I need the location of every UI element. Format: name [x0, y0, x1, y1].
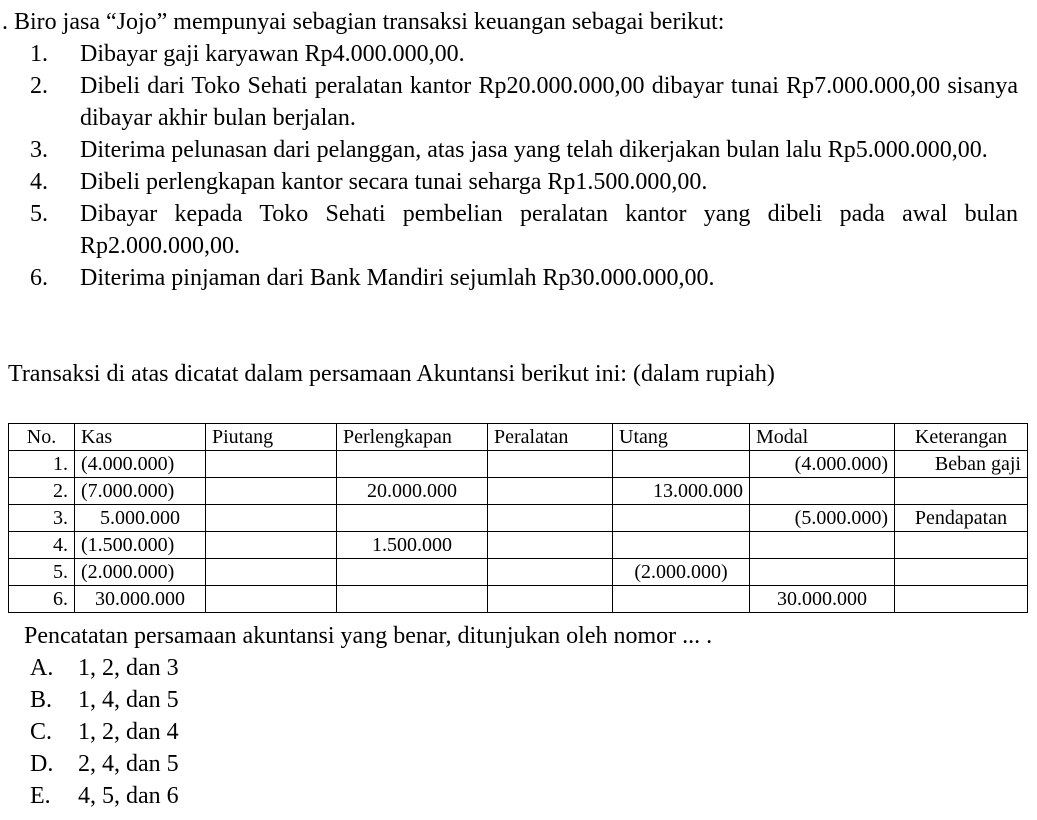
cell-perlengkapan — [337, 559, 488, 586]
cell-modal — [750, 532, 895, 559]
cell-no: 2. — [9, 478, 75, 505]
cell-modal: (4.000.000) — [750, 451, 895, 478]
option-text: 1, 2, dan 4 — [78, 719, 179, 745]
cell-peralatan — [488, 505, 613, 532]
cell-piutang — [206, 532, 337, 559]
cell-utang — [613, 586, 750, 613]
cell-keterangan — [895, 532, 1028, 559]
option-letter: E. — [30, 783, 51, 809]
transaction-number: 3. — [30, 137, 48, 163]
cell-piutang — [206, 586, 337, 613]
cell-peralatan — [488, 559, 613, 586]
table-row — [9, 451, 1028, 478]
cell-peralatan — [488, 586, 613, 613]
transaction-text: Diterima pinjaman dari Bank Mandiri sejumlah Rp30.000.000,00. — [80, 265, 715, 291]
column-header-kas: Kas — [75, 424, 206, 451]
cell-modal — [750, 478, 895, 505]
table-header-row — [9, 424, 1028, 451]
cell-kas: (7.000.000) — [75, 478, 206, 505]
cell-peralatan — [488, 532, 613, 559]
cell-no: 3. — [9, 505, 75, 532]
cell-perlengkapan: 20.000.000 — [337, 478, 488, 505]
transaction-text: Dibeli dari Toko Sehati peralatan kantor Rp20.000.000,00 dibayar tunai Rp7.000.000,00 sisanya dibayar akhir bulan berjalan. — [80, 73, 1018, 131]
cell-piutang — [206, 505, 337, 532]
cell-piutang — [206, 478, 337, 505]
transaction-item — [0, 198, 1037, 262]
column-header-no: No. — [9, 424, 75, 451]
cell-piutang — [206, 451, 337, 478]
cell-peralatan — [488, 478, 613, 505]
cell-kas: 5.000.000 — [75, 505, 206, 532]
transaction-item — [0, 38, 1037, 70]
cell-modal: 30.000.000 — [750, 586, 895, 613]
cell-peralatan — [488, 451, 613, 478]
cell-utang: 13.000.000 — [613, 478, 750, 505]
option-text: 2, 4, dan 5 — [78, 751, 179, 777]
transaction-number: 2. — [30, 73, 48, 99]
option-text: 1, 4, dan 5 — [78, 687, 179, 713]
option-text: 1, 2, dan 3 — [78, 655, 179, 681]
cell-utang: (2.000.000) — [613, 559, 750, 586]
cell-keterangan — [895, 559, 1028, 586]
cell-no: 5. — [9, 559, 75, 586]
transaction-text: Diterima pelunasan dari pelanggan, atas jasa yang telah dikerjakan bulan lalu Rp5.000.000,00. — [80, 137, 988, 163]
cell-kas: 30.000.000 — [75, 586, 206, 613]
transaction-number: 4. — [30, 169, 48, 195]
cell-keterangan — [895, 478, 1028, 505]
cell-perlengkapan — [337, 505, 488, 532]
cell-modal: (5.000.000) — [750, 505, 895, 532]
transaction-item — [0, 70, 1037, 134]
cell-kas: (1.500.000) — [75, 532, 206, 559]
transaction-number: 1. — [30, 41, 48, 67]
transaction-text: Dibeli perlengkapan kantor secara tunai seharga Rp1.500.000,00. — [80, 169, 708, 195]
cell-modal — [750, 559, 895, 586]
column-header-peralatan: Peralatan — [488, 424, 613, 451]
column-header-utang: Utang — [613, 424, 750, 451]
table-row — [9, 478, 1028, 505]
cell-keterangan — [895, 586, 1028, 613]
column-header-perlengkapan: Perlengkapan — [337, 424, 488, 451]
column-header-piutang: Piutang — [206, 424, 337, 451]
transaction-item — [0, 134, 1037, 166]
table-caption: Transaksi di atas dicatat dalam persamaan Akuntansi berikut ini: (dalam rupiah) — [8, 361, 775, 387]
cell-utang — [613, 451, 750, 478]
cell-no: 6. — [9, 586, 75, 613]
accounting-equation-table — [8, 423, 1028, 613]
transaction-number: 5. — [30, 201, 48, 227]
cell-perlengkapan — [337, 586, 488, 613]
table-row — [9, 586, 1028, 613]
option-letter: C. — [30, 719, 53, 745]
column-header-modal: Modal — [750, 424, 895, 451]
cell-perlengkapan — [337, 451, 488, 478]
option-letter: D. — [30, 751, 54, 777]
cell-keterangan: Beban gaji — [895, 451, 1028, 478]
cell-no: 1. — [9, 451, 75, 478]
transaction-text: Dibayar kepada Toko Sehati pembelian peralatan kantor yang dibeli pada awal bulan Rp2.000.000,00. — [80, 201, 1018, 259]
transaction-item — [0, 262, 1037, 294]
cell-keterangan: Pendapatan — [895, 505, 1028, 532]
cell-perlengkapan: 1.500.000 — [337, 532, 488, 559]
question-stem: Pencatatan persamaan akuntansi yang benar, ditunjukan oleh nomor ... . — [24, 623, 713, 649]
table-row — [9, 532, 1028, 559]
table-row — [9, 505, 1028, 532]
option-text: 4, 5, dan 6 — [78, 783, 179, 809]
transaction-list — [0, 38, 1037, 294]
cell-utang — [613, 532, 750, 559]
transaction-text: Dibayar gaji karyawan Rp4.000.000,00. — [80, 41, 465, 67]
cell-no: 4. — [9, 532, 75, 559]
cell-kas: (2.000.000) — [75, 559, 206, 586]
cell-piutang — [206, 559, 337, 586]
cell-kas: (4.000.000) — [75, 451, 206, 478]
option-letter: B. — [30, 687, 53, 713]
option-letter: A. — [30, 655, 54, 681]
transaction-number: 6. — [30, 265, 48, 291]
question-intro: . Biro jasa “Jojo” mempunyai sebagian transaksi keuangan sebagai berikut: — [2, 9, 725, 35]
transaction-item — [0, 166, 1037, 198]
cell-utang — [613, 505, 750, 532]
table-row — [9, 559, 1028, 586]
column-header-keterangan: Keterangan — [895, 424, 1028, 451]
